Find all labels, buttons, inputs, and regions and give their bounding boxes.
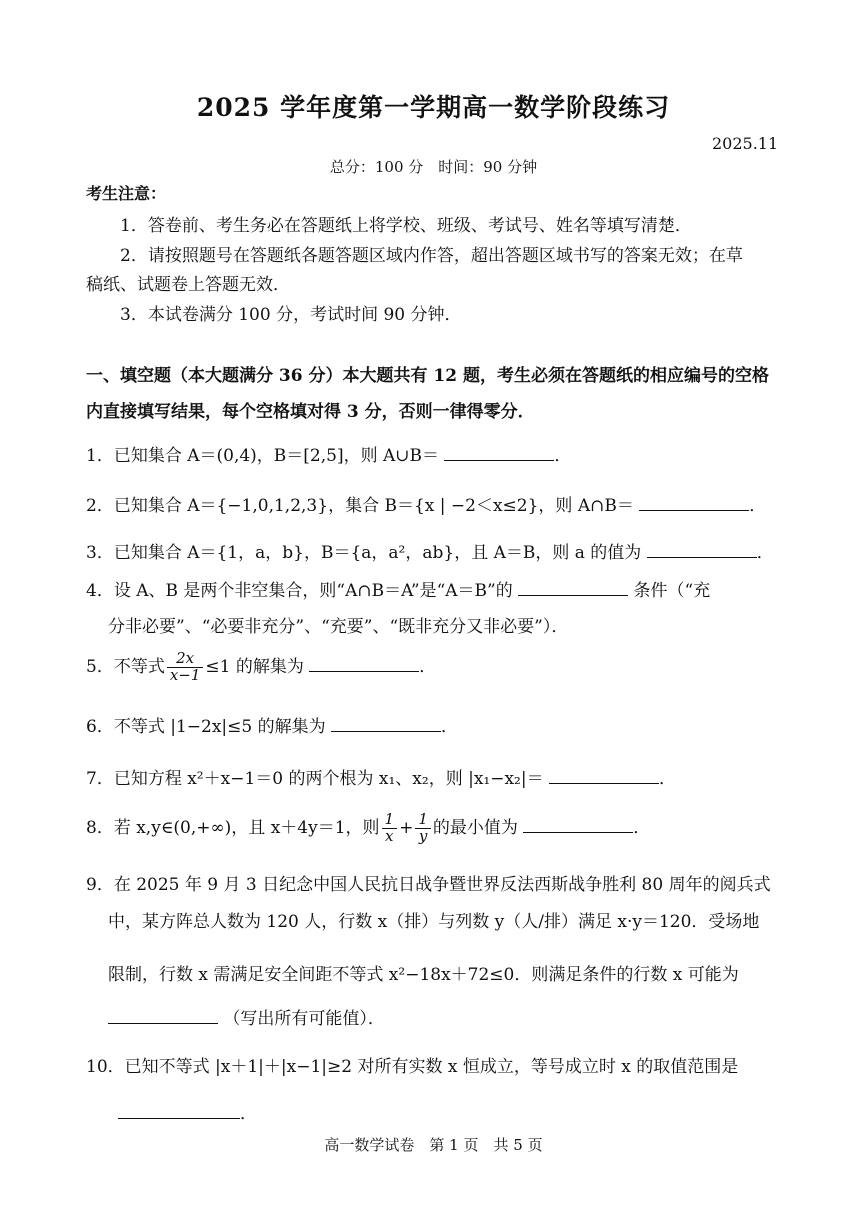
question-7-text: 7．已知方程 x²＋x−1＝0 的两个根为 x₁、x₂，则 |x₁−x₂|＝ xyxy=(86,769,544,789)
question-1-period: ． xyxy=(554,446,572,466)
notice-item-1: 1．答卷前、考生务必在答题纸上将学校、班级、考试号、姓名等填写清楚． xyxy=(120,216,692,236)
question-1 xyxy=(86,441,571,466)
question-4 xyxy=(86,576,710,601)
question-8-plus: + xyxy=(399,817,414,838)
question-10-answer-line xyxy=(118,1099,257,1124)
answer-blank-3[interactable] xyxy=(647,539,757,558)
question-8-denominator-y: y xyxy=(418,826,428,845)
question-3-text: 3．已知集合 A＝{1，a，b}，B＝{a，a²，ab}，且 A＝B，则 a 的值为 xyxy=(86,543,642,563)
answer-blank-10[interactable] xyxy=(118,1100,240,1119)
question-5-numerator: 2x xyxy=(167,651,204,668)
answer-blank-5[interactable] xyxy=(309,653,419,672)
question-6-text: 6．不等式 |1−2x|≤5 的解集为 xyxy=(86,717,326,737)
question-10-period: ． xyxy=(240,1104,257,1124)
question-4-text-cont: 条件（“充 xyxy=(633,581,711,601)
question-2 xyxy=(86,491,766,516)
question-8 xyxy=(86,812,650,845)
question-9-answer-line xyxy=(108,1004,385,1029)
notice-heading: 考生注意： xyxy=(86,184,167,203)
question-1-text: 1．已知集合 A＝(0,4)，B＝[2,5]，则 A∪B＝ xyxy=(86,446,440,466)
notice-item-2: 2．请按照题号在答题纸各题答题区域内作答，超出答题区域书写的答案无效；在草 xyxy=(120,246,743,266)
answer-blank-7[interactable] xyxy=(549,765,659,784)
notice-item-2-cont: 稿纸、试题卷上答题无效． xyxy=(86,275,290,295)
question-5-denominator: x−1 xyxy=(169,665,201,684)
section-1-header: 一、填空题（本大题满分 36 分）本大题共有 12 题，考生必须在答题纸的相应编号的空格 xyxy=(86,366,769,386)
question-8-text: 8．若 x,y∈(0,+∞)，且 x＋4y＝1，则 xyxy=(86,817,380,838)
question-7 xyxy=(86,764,676,789)
question-9: 9．在 2025 年 9 月 3 日纪念中国人民抗日战争暨世界反法西斯战争胜利 80 周年的阅兵式 xyxy=(86,875,771,895)
question-10: 10．已知不等式 |x＋1|＋|x−1|≥2 对所有实数 x 恒成立，等号成立时 x 的取值范围是 xyxy=(86,1057,739,1077)
answer-blank-9[interactable] xyxy=(108,1005,218,1024)
question-8-denominator-x: x xyxy=(385,826,394,845)
exam-meta: 总分：100 分 时间：90 分钟 xyxy=(329,158,538,176)
question-7-period: ． xyxy=(659,769,677,789)
page-footer: 高一数学试卷 第 1 页 共 5 页 xyxy=(324,1136,543,1154)
question-6-period: ． xyxy=(441,717,459,737)
answer-blank-8[interactable] xyxy=(523,814,633,833)
question-3 xyxy=(86,538,774,563)
question-5-text-cont: ≤1 的解集为 xyxy=(205,656,304,677)
question-5-period: ． xyxy=(419,656,437,677)
answer-blank-6[interactable] xyxy=(331,713,441,732)
question-9-text-end: （写出所有可能值）． xyxy=(223,1009,385,1029)
question-8-numerator-x: 1 xyxy=(382,812,398,829)
question-8-fraction-y xyxy=(415,812,431,845)
question-2-period: ． xyxy=(749,496,767,516)
question-8-period: ． xyxy=(633,817,651,838)
question-4-options: 分非必要”、“必要非充分”、“充要”、“既非充分又非必要”）． xyxy=(108,617,569,637)
notice-item-3: 3．本试卷满分 100 分，考试时间 90 分钟． xyxy=(120,305,462,325)
question-9-line-3: 限制，行数 x 需满足安全间距不等式 x²−18x＋72≤0．则满足条件的行数 x 可能为 xyxy=(108,965,739,985)
answer-blank-2[interactable] xyxy=(639,492,749,511)
question-5-text: 5．不等式 xyxy=(86,656,165,677)
question-5 xyxy=(86,651,436,684)
exam-date: 2025.11 xyxy=(712,134,779,153)
section-1-header-cont: 内直接填写结果，每个空格填对得 3 分，否则一律得零分． xyxy=(86,402,535,422)
question-8-numerator-y: 1 xyxy=(415,812,431,829)
question-3-period: ． xyxy=(756,543,774,563)
question-9-line-2: 中，某方阵总人数为 120 人，行数 x（排）与列数 y（人/排）满足 x·y＝120．受场地 xyxy=(108,912,760,932)
answer-blank-1[interactable] xyxy=(444,442,554,461)
exam-title: 2025 学年度第一学期高一数学阶段练习 xyxy=(196,93,671,122)
question-5-fraction xyxy=(167,651,204,684)
question-2-text: 2．已知集合 A＝{−1,0,1,2,3}，集合 B＝{x | −2＜x≤2}，则 A∩B＝ xyxy=(86,496,634,516)
question-4-text: 4．设 A、B 是两个非空集合，则“A∩B＝A”是“A＝B”的 xyxy=(86,581,513,601)
question-8-fraction-x xyxy=(382,812,398,845)
question-6 xyxy=(86,712,458,737)
question-8-text-cont: 的最小值为 xyxy=(432,817,518,838)
answer-blank-4[interactable] xyxy=(518,577,628,596)
